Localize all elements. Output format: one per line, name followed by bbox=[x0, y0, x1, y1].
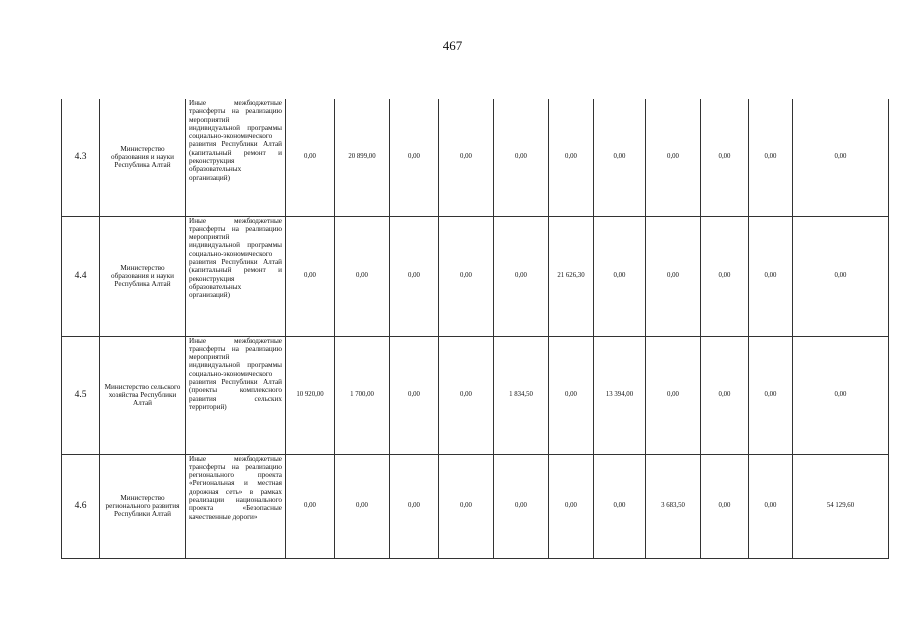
value-cell: 0,00 bbox=[439, 99, 494, 216]
value-cell: 0,00 bbox=[749, 336, 793, 454]
purpose-cell: Иные межбюджетные трансферты на реализацию регионального проекта «Региональная и местная дорожная сеть» в рамках реализации национального проекта «Безопасные качественные дороги» bbox=[186, 454, 286, 558]
page-number: 467 bbox=[442, 38, 463, 53]
value-cell: 0,00 bbox=[494, 216, 549, 336]
value-cell: 0,00 bbox=[390, 454, 439, 558]
row-number: 4.5 bbox=[62, 336, 100, 454]
table-row bbox=[62, 336, 889, 454]
value-cell: 0,00 bbox=[390, 216, 439, 336]
value-cell: 54 129,60 bbox=[793, 454, 889, 558]
value-cell: 0,00 bbox=[749, 216, 793, 336]
table-row bbox=[62, 99, 889, 216]
value-cell: 0,00 bbox=[335, 216, 390, 336]
value-cell: 0,00 bbox=[549, 99, 594, 216]
value-cell: 0,00 bbox=[286, 99, 335, 216]
value-cell: 0,00 bbox=[646, 336, 701, 454]
row-number: 4.3 bbox=[62, 99, 100, 216]
value-cell: 0,00 bbox=[335, 454, 390, 558]
value-cell: 0,00 bbox=[594, 216, 646, 336]
value-cell: 0,00 bbox=[439, 336, 494, 454]
value-cell: 10 920,00 bbox=[286, 336, 335, 454]
value-cell: 21 626,30 bbox=[549, 216, 594, 336]
value-cell: 0,00 bbox=[390, 99, 439, 216]
ministry-cell: Министерство образования и науки Республика Алтай bbox=[100, 99, 186, 216]
value-cell: 0,00 bbox=[494, 99, 549, 216]
purpose-cell: Иные межбюджетные трансферты на реализацию мероприятий индивидуальной программы социально-экономического развития Республики Алтай (капитальный ремонт и реконструкция образовательных организаций) bbox=[186, 99, 286, 216]
value-cell: 0,00 bbox=[701, 216, 749, 336]
value-cell: 0,00 bbox=[701, 454, 749, 558]
value-cell: 0,00 bbox=[594, 454, 646, 558]
value-cell: 0,00 bbox=[701, 99, 749, 216]
ministry-cell: Министерство образования и науки Республика Алтай bbox=[100, 216, 186, 336]
value-cell: 13 394,00 bbox=[594, 336, 646, 454]
value-cell: 0,00 bbox=[390, 336, 439, 454]
row-number: 4.4 bbox=[62, 216, 100, 336]
value-cell: 0,00 bbox=[749, 99, 793, 216]
value-cell: 0,00 bbox=[646, 216, 701, 336]
value-cell: 0,00 bbox=[749, 454, 793, 558]
purpose-cell: Иные межбюджетные трансферты на реализацию мероприятий индивидуальной программы социально-экономического развития Республики Алтай (капитальный ремонт и реконструкция образовательных организаций) bbox=[186, 216, 286, 336]
value-cell: 0,00 bbox=[549, 336, 594, 454]
value-cell: 0,00 bbox=[646, 99, 701, 216]
value-cell: 20 899,00 bbox=[335, 99, 390, 216]
value-cell: 0,00 bbox=[549, 454, 594, 558]
value-cell: 1 700,00 bbox=[335, 336, 390, 454]
value-cell: 0,00 bbox=[439, 454, 494, 558]
value-cell: 0,00 bbox=[439, 216, 494, 336]
value-cell: 0,00 bbox=[793, 99, 889, 216]
value-cell: 0,00 bbox=[701, 336, 749, 454]
value-cell: 0,00 bbox=[286, 216, 335, 336]
ministry-cell: Министерство регионального развития Республики Алтай bbox=[100, 454, 186, 558]
value-cell: 0,00 bbox=[286, 454, 335, 558]
value-cell: 0,00 bbox=[494, 454, 549, 558]
value-cell: 0,00 bbox=[793, 336, 889, 454]
purpose-cell: Иные межбюджетные трансферты на реализацию мероприятий индивидуальной программы социально-экономического развития Республики Алтай (проекты комплексного развития сельских территорий) bbox=[186, 336, 286, 454]
value-cell: 3 683,50 bbox=[646, 454, 701, 558]
budget-table bbox=[61, 99, 889, 559]
value-cell: 1 834,50 bbox=[494, 336, 549, 454]
value-cell: 0,00 bbox=[793, 216, 889, 336]
value-cell: 0,00 bbox=[594, 99, 646, 216]
table-row bbox=[62, 454, 889, 558]
row-number: 4.6 bbox=[62, 454, 100, 558]
table-row bbox=[62, 216, 889, 336]
ministry-cell: Министерство сельского хозяйства Республики Алтай bbox=[100, 336, 186, 454]
